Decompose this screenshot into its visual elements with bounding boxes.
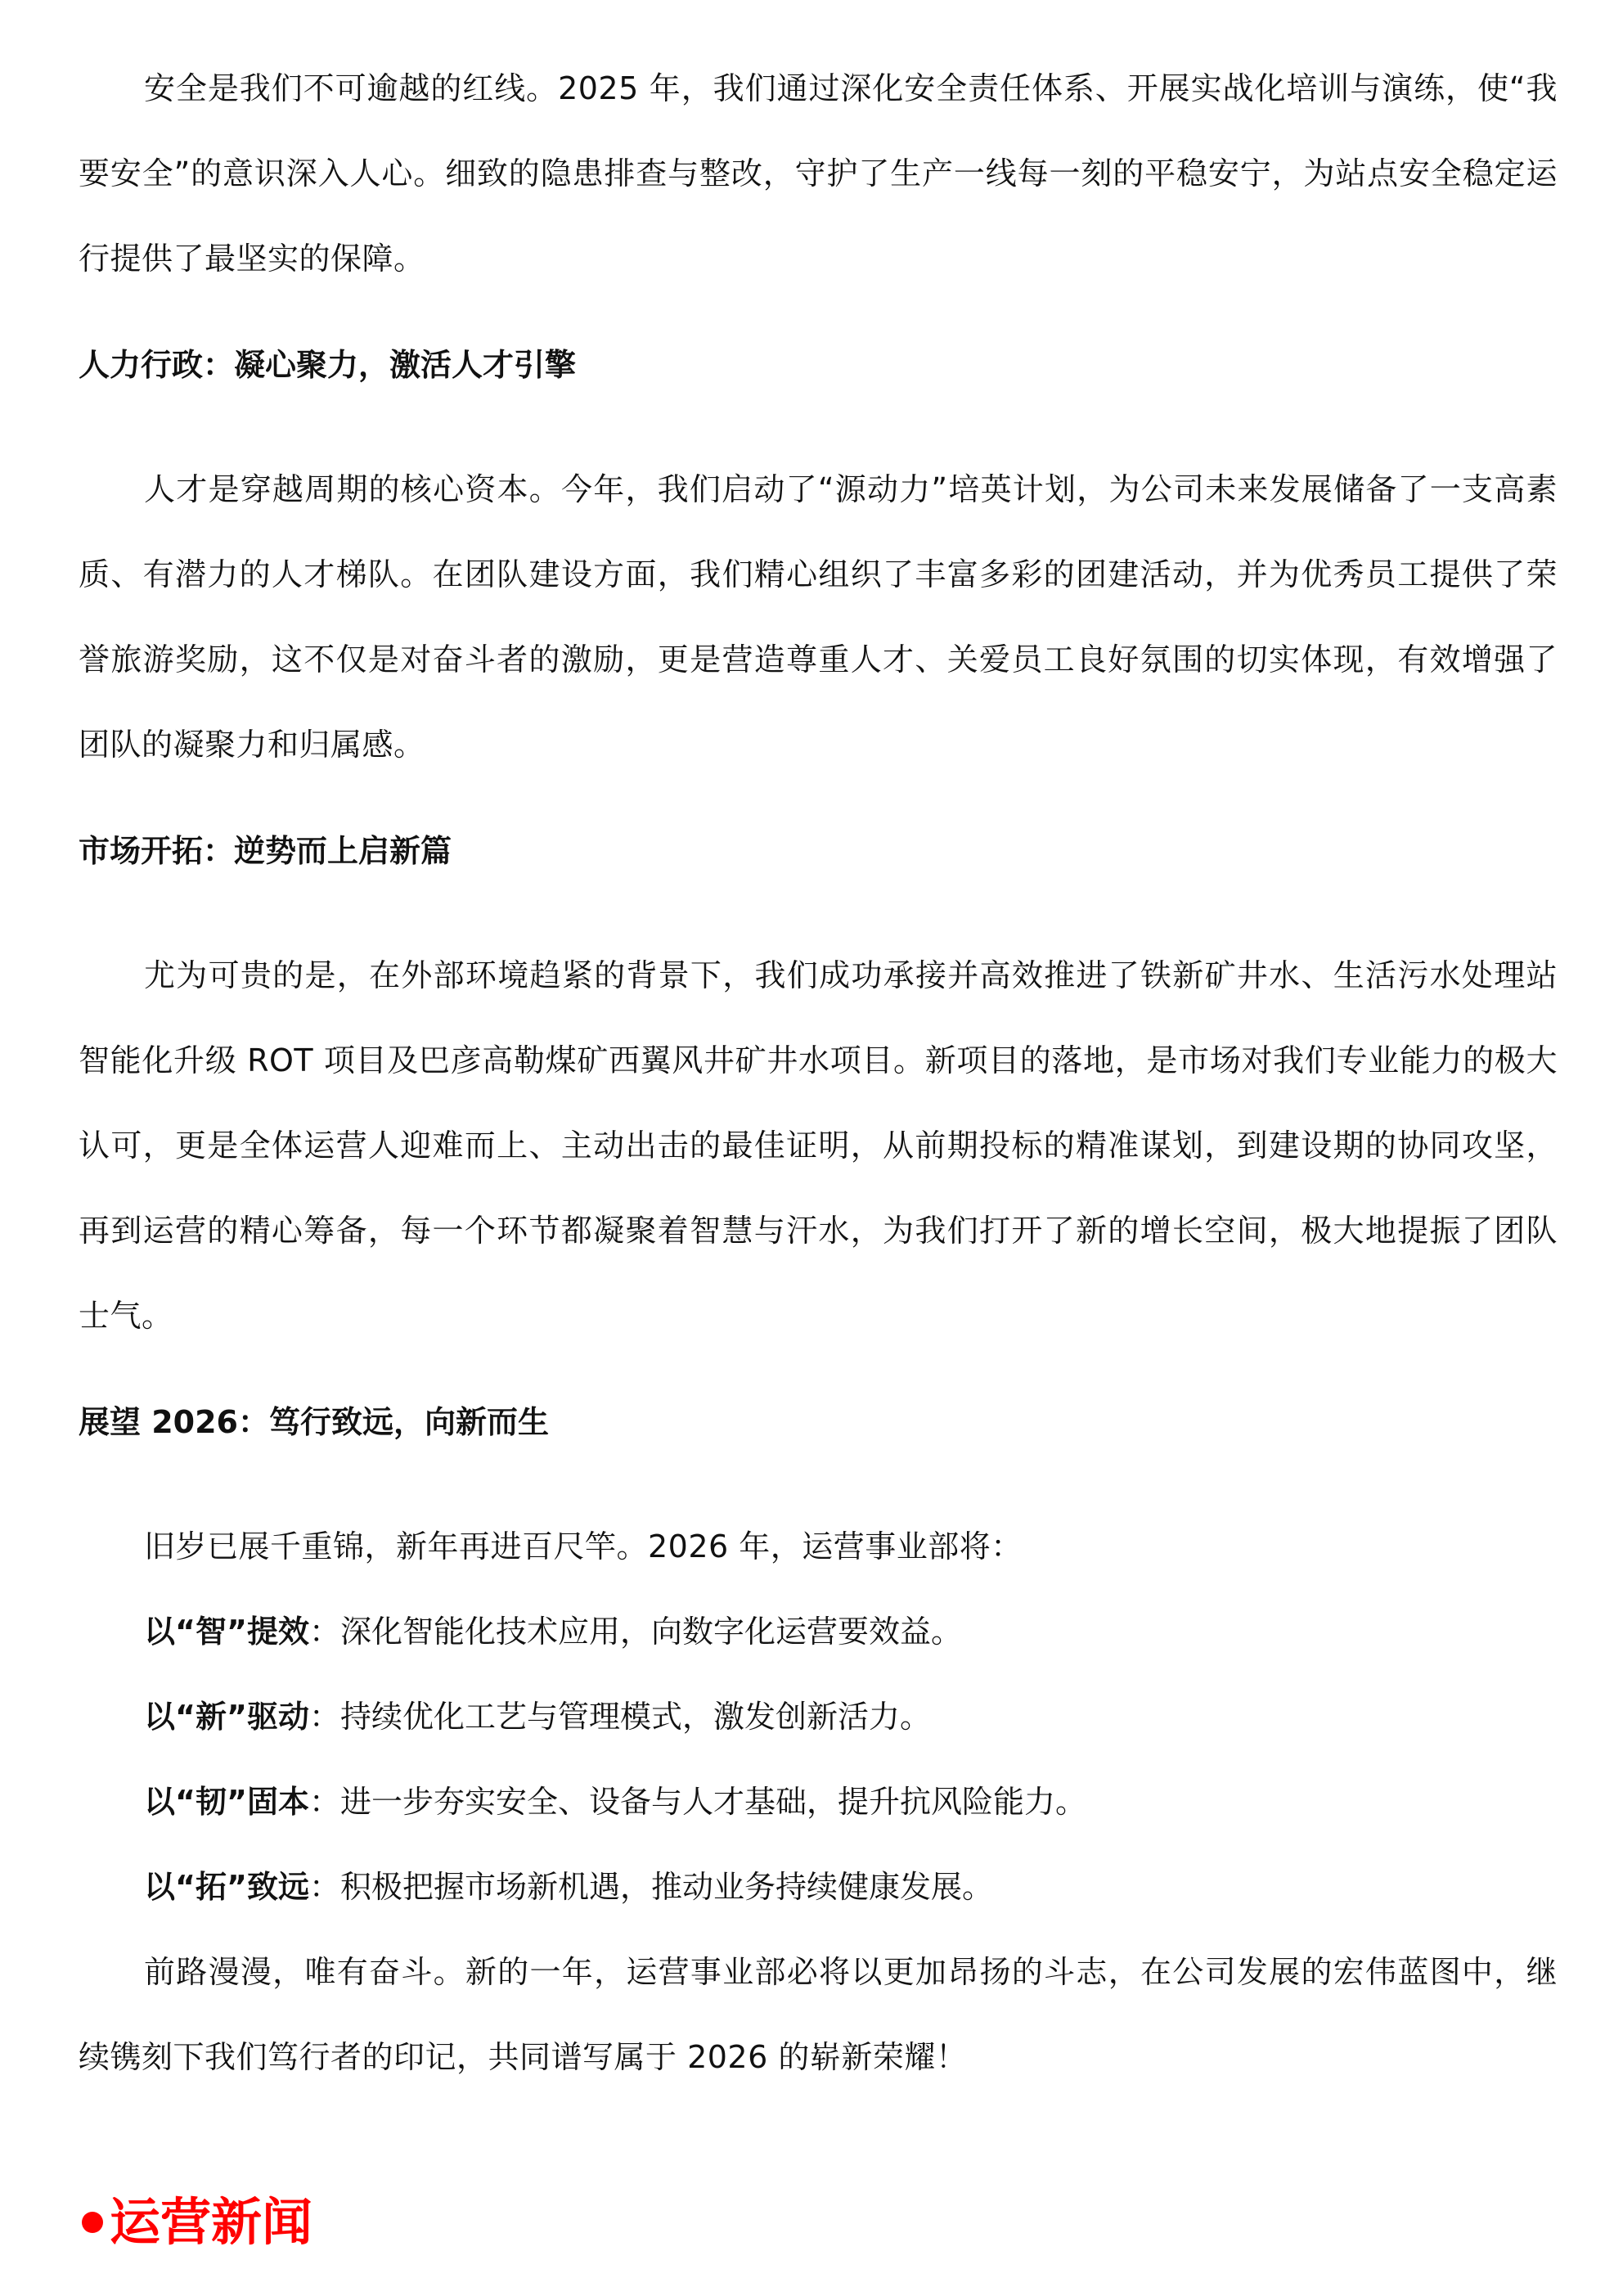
red-bullet-icon xyxy=(82,2212,103,2233)
outlook-heading: 展望 2026：笃行致远，向新而生 xyxy=(79,1404,549,1440)
outlook-item-expand xyxy=(79,1844,1558,1929)
news-title-text: 运营新闻 xyxy=(110,2192,313,2252)
outlook-item-text: 持续优化工艺与管理模式，激发创新活力。 xyxy=(339,1699,931,1735)
news-section-title xyxy=(82,2190,312,2255)
hr-paragraph: 人才是穿越周期的核心资本。今年，我们启动了“源动力”培英计划，为公司未来发展储备了一支高素质、有潜力的人才梯队。在团队建设方面，我们精心组织了丰富多彩的团建活动，并为优秀员工提供了荣誉旅游奖励，这不仅是对奋斗者的激励，更是营造尊重人才、关爱员工良好氛围的切实体现，有效增强了团队的凝聚力和归属感。 xyxy=(79,471,1558,763)
hr-heading: 人力行政：凝心聚力，激活人才引擎 xyxy=(79,347,577,383)
outlook-item-sep: ： xyxy=(308,1784,340,1820)
outlook-item-smart xyxy=(79,1589,1558,1674)
market-heading: 市场开拓：逆势而上启新篇 xyxy=(79,833,452,869)
outlook-closing: 前路漫漫，唯有奋斗。新的一年，运营事业部必将以更加昂扬的斗志，在公司发展的宏伟蓝图中，继续镌刻下我们笃行者的印记，共同谱写属于 2026 的崭新荣耀！ xyxy=(79,1954,1558,2075)
safety-paragraph: 安全是我们不可逾越的红线。2025 年，我们通过深化安全责任体系、开展实战化培训与演练，使“我要安全”的意识深入人心。细致的隐患排查与整改，守护了生产一线每一刻的平稳安宁，为站点安全稳定运行提供了最坚实的保障。 xyxy=(79,70,1558,277)
outlook-item-text: 深化智能化技术应用，向数字化运营要效益。 xyxy=(339,1614,962,1650)
outlook-item-new xyxy=(79,1674,1558,1759)
outlook-item-sep: ： xyxy=(308,1869,340,1905)
outlook-item-lead: 以“新”驱动 xyxy=(144,1699,309,1735)
outlook-intro: 旧岁已展千重锦，新年再进百尺竿。2026 年，运营事业部将： xyxy=(144,1528,1023,1564)
outlook-item-lead: 以“韧”固本 xyxy=(144,1784,309,1820)
outlook-item-sep: ： xyxy=(308,1614,340,1650)
outlook-item-resilience xyxy=(79,1759,1558,1844)
market-paragraph: 尤为可贵的是，在外部环境趋紧的背景下，我们成功承接并高效推进了铁新矿井水、生活污水处理站智能化升级 ROT 项目及巴彦高勒煤矿西翼风井矿井水项目。新项目的落地，是市场对我们专业能力的极大认可，更是全体运营人迎难而上、主动出击的最佳证明，从前期投标的精准谋划，到建设期的协同攻坚，再到运营的精心筹备，每一个环节都凝聚着智慧与汗水，为我们打开了新的增长空间，极大地提振了团队士气。 xyxy=(79,957,1558,1334)
outlook-item-sep: ： xyxy=(308,1699,340,1735)
outlook-item-lead: 以“智”提效 xyxy=(144,1614,309,1650)
outlook-item-lead: 以“拓”致远 xyxy=(144,1869,309,1905)
outlook-list xyxy=(79,1589,1558,1929)
outlook-item-text: 进一步夯实安全、设备与人才基础，提升抗风险能力。 xyxy=(339,1784,1086,1820)
outlook-item-text: 积极把握市场新机遇，推动业务持续健康发展。 xyxy=(339,1869,993,1905)
document-page xyxy=(79,46,1558,2100)
